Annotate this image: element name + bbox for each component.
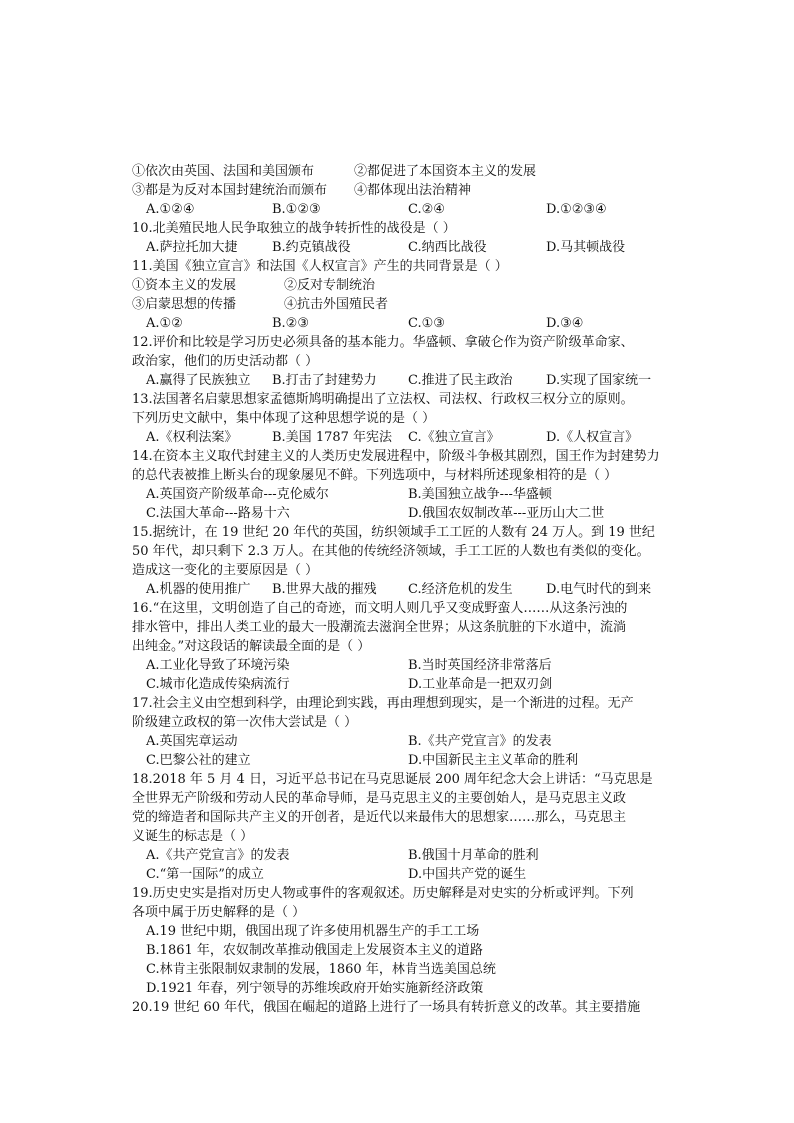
- q18-option-a[interactable]: A.《共产党宣言》的发表: [146, 848, 290, 863]
- q10-stem: 10.北美殖民地人民争取独立的战争转折性的战役是（ ）: [132, 221, 456, 236]
- q15-option-d[interactable]: D.电气时代的到来: [546, 582, 652, 597]
- q16-option-d[interactable]: D.工业革命是一把双刃剑: [408, 677, 553, 692]
- q9-option-c[interactable]: C.②④: [408, 202, 445, 217]
- q12-option-d[interactable]: D.实现了国家统一: [546, 373, 652, 388]
- q15-option-c[interactable]: C.经济危机的发生: [408, 582, 513, 597]
- q20-stem-line1: 20.19 世纪 60 年代，俄国在崛起的道路上进行了一场具有转折意义的改革。其主要措施: [132, 1000, 641, 1015]
- q15-stem-line1: 15.据统计，在 19 世纪 20 年代的英国，纺织领域手工工匠的人数有 24 万人。到 19 世纪: [132, 525, 655, 540]
- q17-stem-line1: 17.社会主义由空想到科学，由理论到实践，再由理想到现实，是一个渐进的过程。无产: [132, 696, 634, 711]
- q12-option-a[interactable]: A.赢得了民族独立: [146, 373, 251, 388]
- q18-option-d[interactable]: D.中国共产党的诞生: [408, 867, 527, 882]
- q11-statements-row2: [132, 295, 672, 314]
- q14-stem-line1: 14.在资本主义取代封建主义的人类历史发展进程中，阶级斗争极其剧烈，国王作为封建势力: [132, 449, 660, 464]
- q17-stem-line2: 阶级建立政权的第一次伟大尝试是（ ）: [132, 715, 358, 730]
- q10-option-b[interactable]: B.约克镇战役: [272, 240, 351, 255]
- q10-option-d[interactable]: D.马其顿战役: [546, 240, 626, 255]
- q16-option-b[interactable]: B.当时英国经济非常落后: [408, 658, 552, 673]
- q9-option-a[interactable]: A.①②④: [146, 202, 195, 217]
- q16-options-row1: [132, 656, 672, 675]
- q9-statements-row1: [132, 162, 672, 181]
- q18-option-b[interactable]: B.俄国十月革命的胜利: [408, 848, 539, 863]
- q11-option-c[interactable]: C.①③: [408, 316, 445, 331]
- q14-option-a[interactable]: A.英国资产阶级革命---克伦威尔: [146, 487, 329, 502]
- q11-option-d[interactable]: D.③④: [546, 316, 584, 331]
- q15-stem-line2: 50 年代，却只剩下 2.3 万人。在其他的传统经济领域，手工工匠的人数也有类似的变化。: [132, 544, 650, 559]
- q15-stem-line3: 造成这一变化的主要原因是（ ）: [132, 563, 319, 578]
- q13-stem-line1: 13.法国著名启蒙思想家孟德斯鸠明确提出了立法权、司法权、行政权三权分立的原则。: [132, 392, 634, 407]
- q19-stem-line1: 19.历史史实是指对历史人物或事件的客观叙述。历史解释是对史实的分析或评判。下列: [132, 886, 634, 901]
- q17-option-c[interactable]: C.巴黎公社的建立: [146, 753, 251, 768]
- q18-options-row2: [132, 865, 672, 884]
- exam-page: [132, 162, 672, 1017]
- q11-option-a[interactable]: A.①②: [146, 316, 183, 331]
- q11-statement-1: ①资本主义的发展: [132, 278, 237, 293]
- q14-option-b[interactable]: B.美国独立战争---华盛顿: [408, 487, 552, 502]
- q16-options-row2: [132, 675, 672, 694]
- q16-stem-line2: 排水管中，排出人类工业的最大一股潮流去滋润全世界；从这条肮脏的下水道中，流淌: [132, 620, 627, 635]
- q19-option-d[interactable]: D.1921 年春，列宁领导的苏维埃政府开始实施新经济政策: [146, 981, 484, 996]
- q14-options-row1: [132, 485, 672, 504]
- q9-options: [132, 200, 672, 219]
- q11-options: [132, 314, 672, 333]
- q11-option-b[interactable]: B.②③: [272, 316, 309, 331]
- q14-stem-line2: 的总代表被推上断头台的现象屡见不鲜。下列选项中，与材料所述现象相符的是（ ）: [132, 468, 618, 483]
- q11-statement-3: ③启蒙思想的传播: [132, 297, 237, 312]
- q17-options-row2: [132, 751, 672, 770]
- q12-option-b[interactable]: B.打击了封建势力: [272, 373, 377, 388]
- q19-option-b[interactable]: B.1861 年，农奴制改革推动俄国走上发展资本主义的道路: [146, 943, 483, 958]
- q9-statement-1: ①依次由英国、法国和美国颁布: [132, 164, 315, 179]
- q9-option-d[interactable]: D.①②③④: [546, 202, 607, 217]
- q9-option-b[interactable]: B.①②③: [272, 202, 321, 217]
- q18-stem-line4: 义诞生的标志是（ ）: [132, 829, 254, 844]
- q18-options-row1: [132, 846, 672, 865]
- q12-option-c[interactable]: C.推进了民主政治: [408, 373, 513, 388]
- q11-statement-2: ②反对专制统治: [284, 278, 376, 293]
- q14-options-row2: [132, 504, 672, 523]
- q13-options: [132, 428, 672, 447]
- q11-statement-4: ④抗击外国殖民者: [284, 297, 389, 312]
- q15-option-b[interactable]: B.世界大战的摧残: [272, 582, 377, 597]
- q18-stem-line3: 党的缔造者和国际共产主义的开创者，是近代以来最伟大的思想家……那么，马克思主: [132, 810, 627, 825]
- q11-statements-row1: [132, 276, 672, 295]
- q9-statement-3: ③都是为反对本国封建统治而颁布: [132, 183, 328, 198]
- q18-stem-line2: 全世界无产阶级和劳动人民的革命导师，是马克思主义的主要创始人，是马克思主义政: [132, 791, 627, 806]
- q9-statement-4: ④都体现出法治精神: [354, 183, 472, 198]
- q12-stem-line1: 12.评价和比较是学习历史必须具备的基本能力。华盛顿、拿破仑作为资产阶级革命家、: [132, 335, 634, 350]
- q9-statement-2: ②都促进了本国资本主义的发展: [354, 164, 537, 179]
- q16-option-a[interactable]: A.工业化导致了环境污染: [146, 658, 290, 673]
- q9-statements-row2: [132, 181, 672, 200]
- q19-option-a[interactable]: A.19 世纪中期，俄国出现了许多使用机器生产的手工工场: [146, 924, 480, 939]
- q10-options: [132, 238, 672, 257]
- q19-stem-line2: 各项中属于历史解释的是（ ）: [132, 905, 306, 920]
- q17-option-a[interactable]: A.英国宪章运动: [146, 734, 238, 749]
- q19-option-c[interactable]: C.林肯主张限制奴隶制的发展，1860 年，林肯当选美国总统: [146, 962, 496, 977]
- q14-option-c[interactable]: C.法国大革命---路易十六: [146, 506, 290, 521]
- q13-option-d[interactable]: D.《人权宣言》: [546, 430, 639, 445]
- q13-option-c[interactable]: C.《独立宣言》: [408, 430, 500, 445]
- q18-option-c[interactable]: C.“第一国际”的成立: [146, 867, 264, 882]
- q18-stem-line1: 18.2018 年 5 月 4 日，习近平总书记在马克思诞辰 200 周年纪念大会上讲话：“马克思是: [132, 772, 653, 787]
- q10-option-a[interactable]: A.萨拉托加大捷: [146, 240, 238, 255]
- q16-stem-line3: 出纯金。”对这段话的解读最全面的是（ ）: [132, 639, 371, 654]
- q10-option-c[interactable]: C.纳西比战役: [408, 240, 487, 255]
- q16-option-c[interactable]: C.城市化造成传染病流行: [146, 677, 290, 692]
- q13-option-a[interactable]: A.《权利法案》: [146, 430, 238, 445]
- q15-option-a[interactable]: A.机器的使用推广: [146, 582, 251, 597]
- q12-options: [132, 371, 672, 390]
- q14-option-d[interactable]: D.俄国农奴制改革---亚历山大二世: [408, 506, 605, 521]
- q16-stem-line1: 16.“在这里，文明创造了自己的奇迹，而文明人则几乎又变成野蛮人……从这条污浊的: [132, 601, 628, 616]
- q17-options-row1: [132, 732, 672, 751]
- q11-stem: 11.美国《独立宣言》和法国《人权宣言》产生的共同背景是（ ）: [132, 259, 508, 274]
- q17-option-b[interactable]: B.《共产党宣言》的发表: [408, 734, 552, 749]
- q13-option-b[interactable]: B.美国 1787 年宪法: [272, 430, 393, 445]
- q13-stem-line2: 下列历史文献中，集中体现了这种思想学说的是（ ）: [132, 411, 436, 426]
- q17-option-d[interactable]: D.中国新民主主义革命的胜利: [408, 753, 579, 768]
- q15-options: [132, 580, 672, 599]
- q12-stem-line2: 政治家，他们的历史活动都（ ）: [132, 354, 319, 369]
